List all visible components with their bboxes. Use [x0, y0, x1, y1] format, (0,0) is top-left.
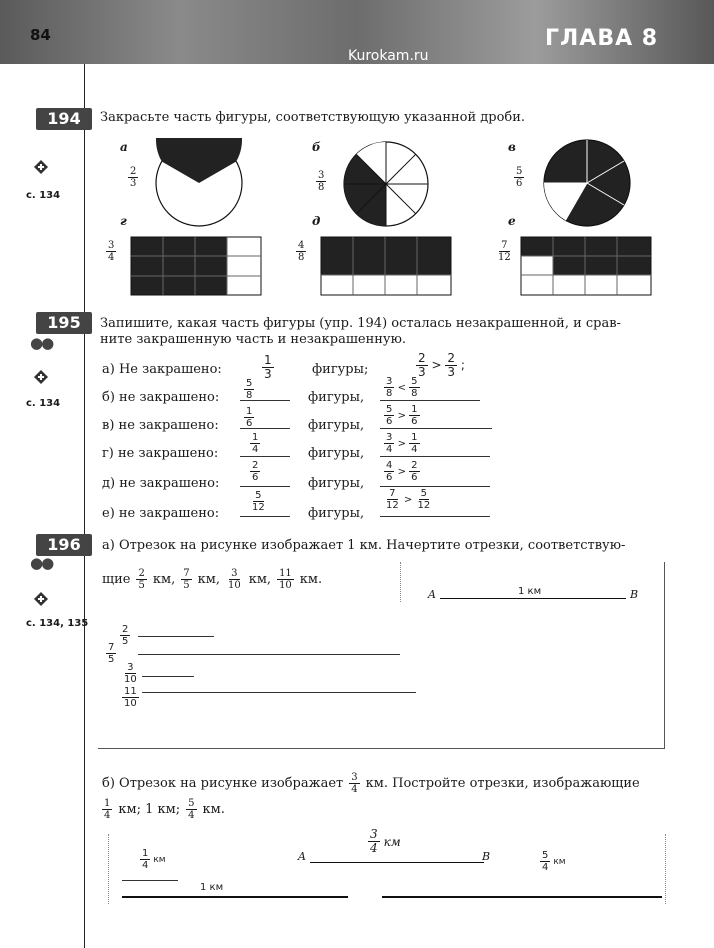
hand-one-km: 1 км — [200, 882, 224, 893]
ex194-grid-d — [130, 236, 262, 296]
drawn-segment-11-10 — [142, 692, 416, 693]
textbook-icon — [32, 158, 50, 176]
drawn-segment-3-10 — [142, 676, 194, 677]
ex194-frac-f: $\frac{7}{12}$ — [498, 240, 511, 263]
ex194-circle-c — [542, 138, 632, 228]
ex194-circle-a — [154, 138, 244, 228]
ex195-row-e-word: фигуры, — [308, 476, 365, 491]
ex195-task-line2: ните закрашенную часть и незакрашенную. — [100, 332, 407, 347]
ex195-ref: с. 134 — [26, 398, 61, 409]
ex194-task: Закрасьте часть фигуры, соответствующую указанной дроби. — [100, 110, 526, 125]
answer-line — [380, 456, 490, 457]
ex194-label-d: г — [120, 214, 127, 228]
answer-line — [240, 516, 290, 517]
drawn-frac-7-5: $\frac{7}{5}$ — [108, 642, 115, 665]
ex195-row-a-answer: $\frac{1}{3}$ — [264, 353, 272, 381]
exercise-195-badge: 195 — [36, 312, 92, 334]
ex194-frac-c: $\frac{5}{6}$ — [516, 166, 523, 189]
ex195-row-f-compare: $\frac{7}{12}$ > $\frac{5}{12}$ — [386, 488, 431, 511]
ex195-row-c-word: фигуры, — [308, 418, 365, 433]
drawn-frac-3-10: $\frac{3}{10}$ — [124, 662, 137, 685]
seg-a-end: B — [630, 588, 639, 601]
ex195-row-d-prefix: г) не закрашено: — [102, 446, 219, 461]
ex194-frac-e: $\frac{4}{8}$ — [298, 240, 305, 263]
answer-line — [240, 486, 290, 487]
textbook-icon — [32, 590, 50, 608]
ex195-row-e-answer: $\frac{2}{6}$ — [252, 460, 259, 483]
drawn-segment-2-5 — [138, 636, 214, 637]
ex195-row-a-compare: $\frac{2}{3}$ > $\frac{2}{3}$ ; — [418, 351, 465, 379]
margin-line — [84, 64, 85, 948]
ex194-frac-b: $\frac{3}{8}$ — [318, 170, 325, 193]
ex195-row-d-answer: $\frac{1}{4}$ — [252, 432, 259, 455]
ex194-label-f: е — [508, 214, 516, 228]
seg-a-start: A — [428, 588, 436, 601]
ex195-row-d-compare: $\frac{3}{4}$ > $\frac{1}{4}$ — [386, 432, 418, 455]
segment-1km-b — [122, 896, 348, 898]
ex195-row-c-answer: $\frac{1}{6}$ — [246, 406, 253, 429]
page-number: 84 — [30, 26, 51, 44]
ex196-b-line1: б) Отрезок на рисунке изображает $\frac{3}{4}$ км. Постройте отрезки, изображающие — [102, 772, 640, 795]
segment-5-4km — [382, 896, 662, 898]
ex194-grid-f — [520, 236, 652, 296]
ex196-ref: с. 134, 135 — [26, 618, 89, 629]
ex196-b-line2: $\frac{1}{4}$ км; 1 км; $\frac{5}{4}$ км. — [104, 798, 225, 821]
answer-line — [240, 428, 290, 429]
ex195-row-e-prefix: д) не закрашено: — [102, 476, 220, 491]
ex194-frac-d: $\frac{3}{4}$ — [108, 240, 115, 263]
drawn-frac-2-5: $\frac{2}{5}$ — [122, 624, 129, 647]
difficulty-dots: ●● — [30, 334, 53, 352]
ex195-row-e-compare: $\frac{4}{6}$ > $\frac{2}{6}$ — [386, 460, 418, 483]
ex195-row-a-word: фигуры; — [312, 362, 369, 377]
ex194-label-a: а — [120, 140, 128, 154]
ex195-row-c-compare: $\frac{5}{6}$ > $\frac{1}{6}$ — [386, 404, 418, 427]
answer-line — [380, 486, 490, 487]
site-watermark: Kurokam.ru — [348, 48, 429, 64]
answer-line — [380, 428, 492, 429]
ex195-row-b-prefix: б) не закрашено: — [102, 390, 220, 405]
ex195-row-b-compare: $\frac{3}{8}$ < $\frac{5}{8}$ — [386, 376, 418, 399]
hand-quarter: $\frac{1}{4}$ км — [142, 848, 166, 871]
ex196-a-line2: щие $\frac{2}{5}$ км, $\frac{7}{5}$ км, $\frac{3}{10}$ км, $\frac{11}{10}$ км. — [102, 568, 323, 591]
ex195-task-line1: Запишите, какая часть фигуры (упр. 194) осталась незакрашенной, и срав- — [100, 316, 621, 331]
segment-1km — [440, 598, 626, 599]
seg-b-end: B — [482, 850, 491, 863]
ex196-a-frame — [98, 562, 665, 749]
ex194-frac-a: $\frac{2}{3}$ — [130, 166, 137, 189]
exercise-196-badge: 196 — [36, 534, 92, 556]
ex195-row-c-prefix: в) не закрашено: — [102, 418, 219, 433]
ex195-row-f-answer: $\frac{5}{12}$ — [252, 490, 265, 513]
frame-divider — [400, 562, 401, 602]
textbook-icon — [32, 368, 50, 386]
drawn-frac-11-10: $\frac{11}{10}$ — [124, 686, 137, 709]
answer-line — [380, 400, 480, 401]
ex195-row-d-word: фигуры, — [308, 446, 365, 461]
answer-line — [240, 456, 290, 457]
ex194-circle-b — [342, 140, 430, 228]
segment-1-4km — [122, 880, 178, 881]
drawn-segment-7-5 — [138, 654, 400, 655]
ex195-row-b-word: фигуры, — [308, 390, 365, 405]
ex194-grid-e — [320, 236, 452, 296]
answer-line — [380, 516, 490, 517]
hand-five-quarters: $\frac{5}{4}$ км — [542, 850, 566, 873]
ex195-row-f-prefix: е) не закрашено: — [102, 506, 220, 521]
seg-a-label: 1 км — [518, 586, 542, 597]
segment-3-4km — [310, 862, 484, 863]
difficulty-dots: ●● — [30, 554, 53, 572]
chapter-title: ГЛАВА 8 — [545, 26, 659, 51]
answer-line — [240, 400, 290, 401]
exercise-194-badge: 194 — [36, 108, 92, 130]
ex195-row-f-word: фигуры, — [308, 506, 365, 521]
seg-b-label: $\frac{3}{4}$ км — [370, 827, 401, 855]
seg-b-start: A — [298, 850, 306, 863]
ex194-ref: с. 134 — [26, 190, 61, 201]
ex194-label-b: б — [312, 140, 321, 154]
ex196-a-line1: а) Отрезок на рисунке изображает 1 км. Начертите отрезки, соответствую- — [102, 538, 626, 553]
ex195-row-a-prefix: а) Не закрашено: — [102, 362, 222, 377]
ex194-label-e: д — [312, 214, 321, 228]
ex194-label-c: в — [508, 140, 516, 154]
ex195-row-b-answer: $\frac{5}{8}$ — [246, 378, 253, 401]
